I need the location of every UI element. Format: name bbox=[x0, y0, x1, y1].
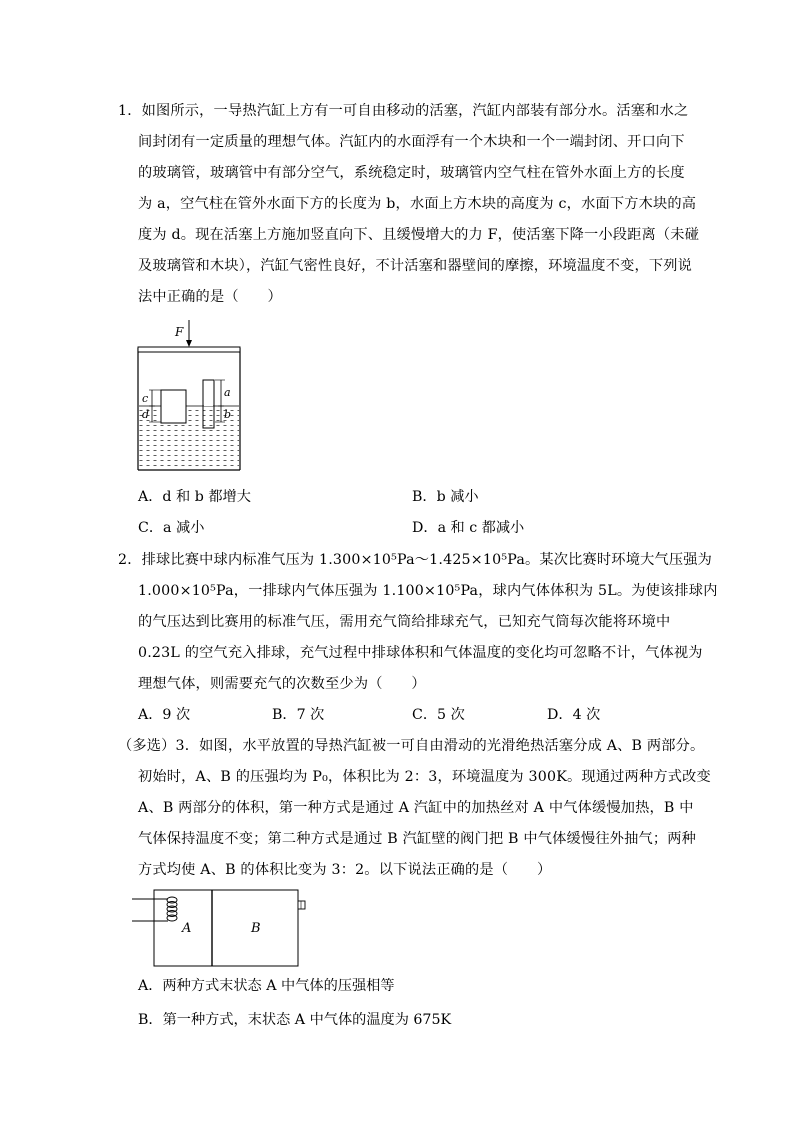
q2-line-4: 0.23L 的空气充入排球，充气过程中排球体积和气体温度的变化均可忽略不计，气体视为 bbox=[138, 645, 703, 661]
q2-option-a[interactable]: A．9 次 bbox=[138, 707, 191, 723]
q3-line-5: 方式均使 A、B 的体积比变为 3：2。以下说法正确的是（ ） bbox=[138, 862, 552, 878]
wooden-block bbox=[161, 390, 186, 423]
valve bbox=[298, 901, 305, 909]
q1-option-a[interactable]: A．d 和 b 都增大 bbox=[138, 489, 251, 505]
q1-line-7: 法中正确的是（ ） bbox=[138, 289, 282, 305]
q1-line-6: 及玻璃管和木块），汽缸气密性良好，不计活塞和器壁间的摩擦，环境温度不变，下列说 bbox=[138, 258, 693, 274]
q3-option-b[interactable]: B．第一种方式，末状态 A 中气体的温度为 675K bbox=[138, 1012, 452, 1028]
label-a: a bbox=[224, 386, 231, 399]
heater-coil bbox=[167, 897, 177, 921]
q1-line-4: 为 a，空气柱在管外水面下方的长度为 b，水面上方木块的高度为 c，水面下方木块的高 bbox=[138, 196, 697, 212]
q2-line-2: 1.000×10⁵Pa，一排球内气体压强为 1.100×10⁵Pa，球内气体体积为 5L。为使该排球内 bbox=[138, 583, 718, 599]
q1-line-5: 度为 d。现在活塞上方施加竖直向下、且缓慢增大的力 F，使活塞下降一小段距离（未碰 bbox=[138, 227, 700, 243]
q1-line-1: 1．如图所示，一导热汽缸上方有一可自由移动的活塞，汽缸内部装有部分水。活塞和水之 bbox=[118, 103, 689, 119]
q3-option-a[interactable]: A．两种方式末状态 A 中气体的压强相等 bbox=[138, 978, 395, 994]
label-d: d bbox=[142, 408, 150, 421]
horizontal-cylinder bbox=[154, 890, 298, 966]
chamber-label-b: B bbox=[251, 921, 261, 936]
q3-cylinder-figure bbox=[130, 886, 310, 970]
q2-line-3: 的气压达到比赛用的标准气压，需用充气筒给排球充气，已知充气筒每次能将环境中 bbox=[138, 614, 671, 630]
piston bbox=[138, 347, 240, 352]
q3-line-4: 气体保持温度不变；第二种方式是通过 B 汽缸壁的阀门把 B 中气体缓慢往外抽气；两种 bbox=[138, 831, 697, 847]
label-c: c bbox=[142, 392, 149, 405]
q2-option-d[interactable]: D．4 次 bbox=[547, 707, 601, 723]
q1-option-d[interactable]: D．a 和 c 都减小 bbox=[412, 520, 525, 536]
q1-option-c[interactable]: C．a 减小 bbox=[138, 520, 205, 536]
q2-line-5: 理想气体，则需要充气的次数至少为（ ） bbox=[138, 676, 426, 692]
chamber-label-a: A bbox=[182, 921, 192, 936]
q3-line-2: 初始时，A、B 的压强均为 P₀，体积比为 2：3，环境温度为 300K。现通过两种方式改变 bbox=[138, 769, 711, 785]
force-label: F bbox=[175, 325, 184, 339]
q3-line-3: A、B 两部分的体积，第一种方式是通过 A 汽缸中的加热丝对 A 中气体缓慢加热，B 中 bbox=[138, 800, 694, 816]
q1-option-b[interactable]: B．b 减小 bbox=[412, 489, 479, 505]
q2-line-1: 2．排球比赛中球内标准气压为 1.300×10⁵Pa～1.425×10⁵Pa。某次比赛时环境大气压强为 bbox=[118, 552, 713, 568]
label-b: b bbox=[224, 408, 232, 421]
q1-cylinder-figure bbox=[132, 318, 246, 474]
q2-option-b[interactable]: B．7 次 bbox=[272, 707, 325, 723]
q3-line-1: （多选）3．如图，水平放置的导热汽缸被一可自由滑动的光滑绝热活塞分成 A、B 两部分。 bbox=[118, 738, 705, 754]
q2-option-c[interactable]: C．5 次 bbox=[412, 707, 465, 723]
q1-line-2: 间封闭有一定质量的理想气体。汽缸内的水面浮有一个木块和一个一端封闭、开口向下 bbox=[138, 134, 685, 150]
q1-line-3: 的玻璃管，玻璃管中有部分空气，系统稳定时，玻璃管内空气柱在管外水面上方的长度 bbox=[138, 165, 685, 181]
